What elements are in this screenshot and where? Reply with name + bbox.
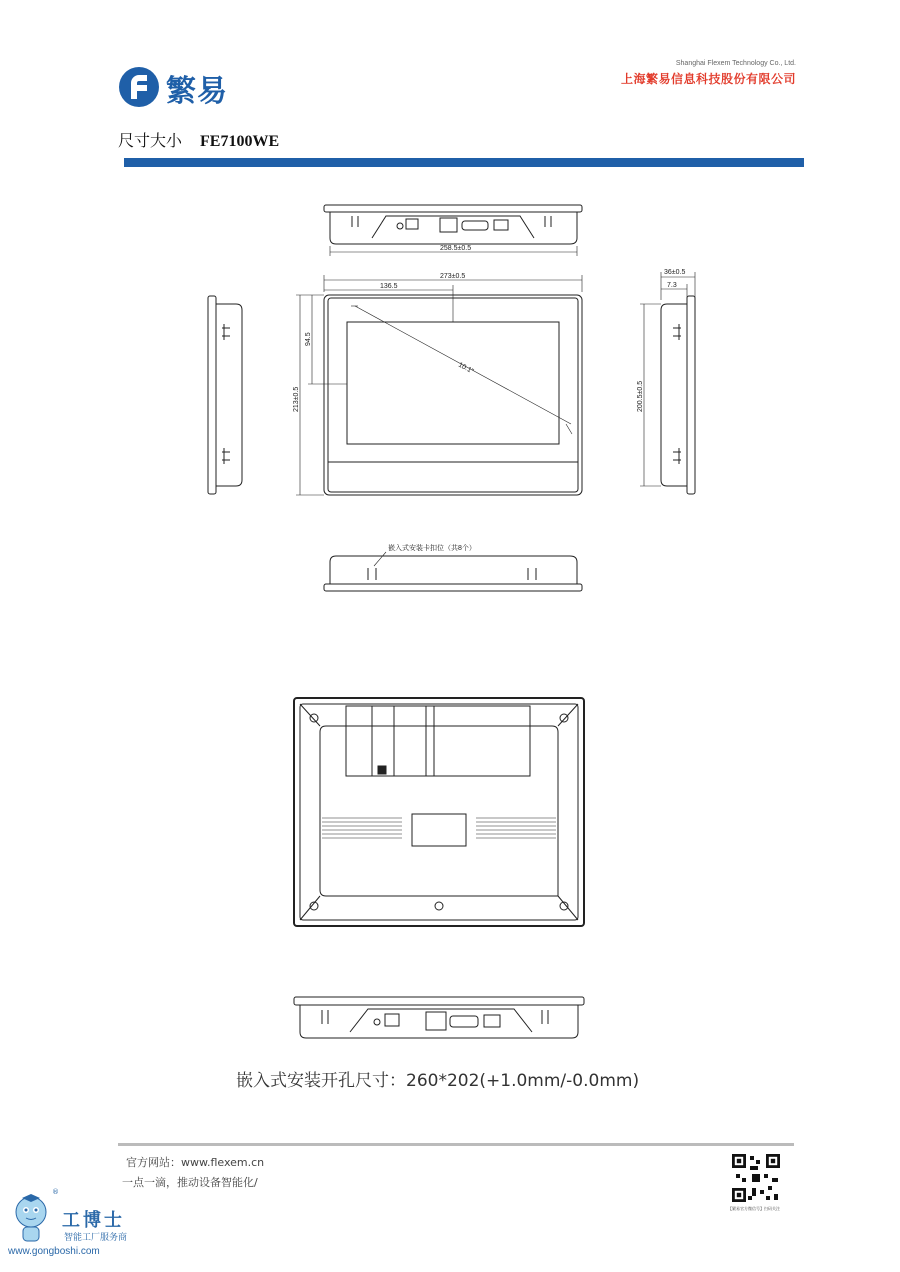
dim-height-left: 213±0.5 — [293, 386, 300, 412]
bottom-view — [324, 552, 582, 591]
left-side-view — [208, 296, 242, 494]
dim-width-top: 258.5±0.5 — [440, 245, 472, 252]
clip-note: 嵌入式安装卡扣位（共8个） — [388, 545, 476, 552]
logo-text: 繁易 — [166, 74, 228, 109]
top-view — [324, 205, 582, 244]
watermark-title: 工博士 — [62, 1210, 125, 1231]
dim-depth-inner: 7.3 — [667, 282, 677, 289]
registered-mark: ® — [52, 1188, 59, 1196]
qr-caption: 【繁易官方微信号】扫码关注 — [728, 1206, 780, 1211]
gongboshi-watermark — [8, 1188, 138, 1264]
dim-depth: 36±0.5 — [664, 269, 686, 276]
qr-code-icon — [732, 1154, 780, 1202]
dim-width-front: 273±0.5 — [440, 273, 466, 280]
right-side-view — [661, 296, 695, 494]
rear-view — [294, 698, 584, 926]
qr-code — [732, 1154, 780, 1202]
company-name-en: Shanghai Flexem Technology Co., Ltd. — [675, 60, 796, 67]
slogan-text: 一点一滴，推动设备智能化/ — [122, 1176, 258, 1189]
title-label: 尺寸大小 — [118, 131, 183, 150]
watermark-url: www.gongboshi.com — [8, 1246, 100, 1257]
dim-center: 136.5 — [380, 283, 398, 290]
footer-divider — [118, 1143, 794, 1146]
company-name-cn: 上海繁易信息科技股份有限公司 — [620, 72, 796, 86]
dim-diagonal: 10.1" — [457, 361, 475, 376]
dim-offset: 94.5 — [305, 332, 312, 346]
website-text: 官方网站：www.flexem.cn — [126, 1156, 265, 1169]
watermark-subtitle: 智能工厂服务商 — [64, 1233, 128, 1243]
model-name: FE7100WE — [200, 133, 280, 150]
mascot-icon — [8, 1192, 54, 1246]
dim-height-right: 200.5±0.5 — [637, 380, 644, 412]
cutout-size-text: 嵌入式安装开孔尺寸：260*202(+1.0mm/-0.0mm) — [236, 1071, 640, 1091]
rear-vents — [322, 818, 556, 838]
front-view — [324, 295, 582, 495]
top-view-2 — [294, 997, 584, 1038]
